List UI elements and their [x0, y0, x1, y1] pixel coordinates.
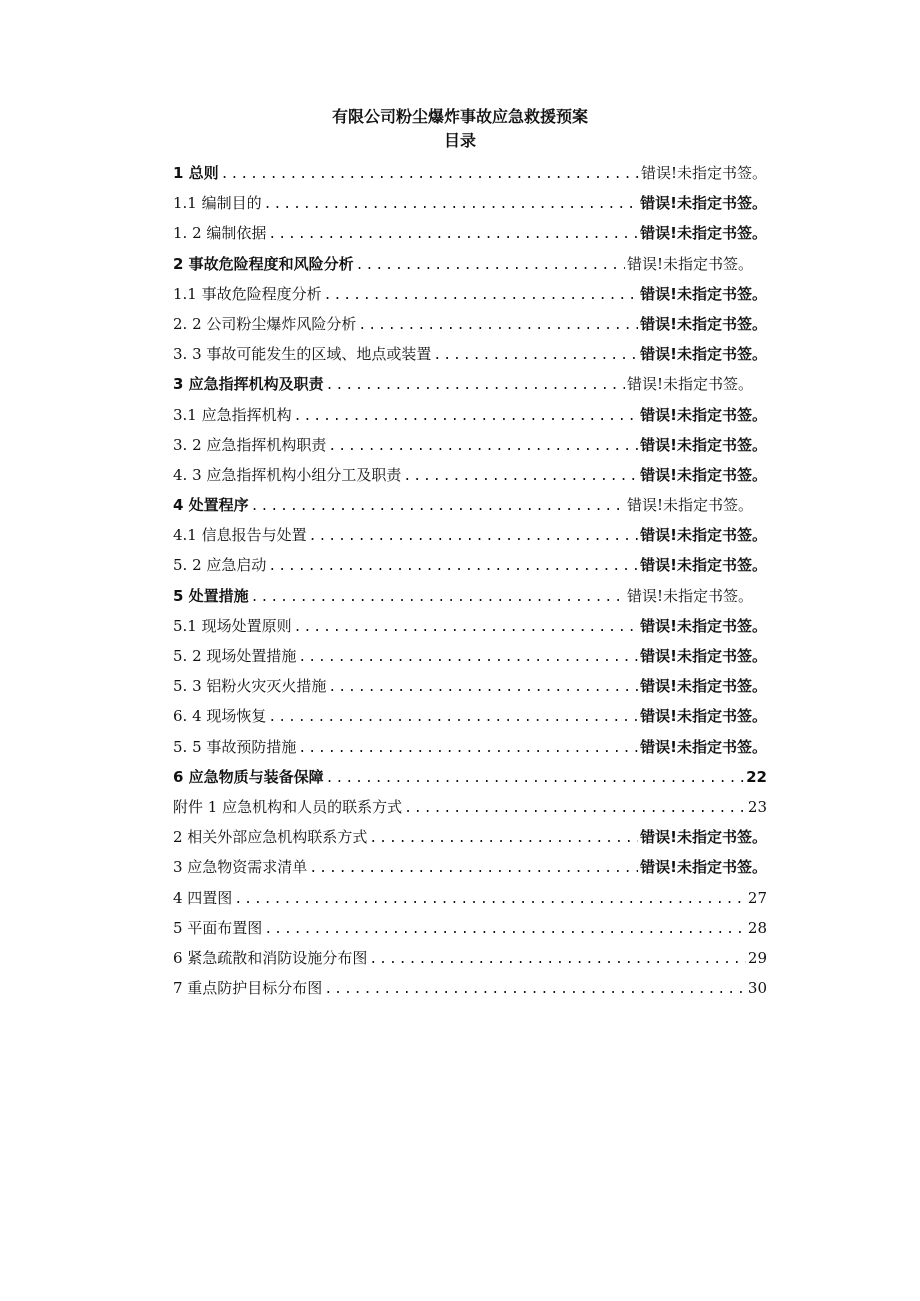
- toc-entry-title: 2 相关外部应急机构联系方式: [173, 828, 368, 847]
- toc-dot-leader: [358, 311, 638, 339]
- toc-entry[interactable]: [173, 701, 767, 731]
- toc-entry-page: 错误!未指定书签。: [640, 194, 767, 213]
- toc-entry-title: 5.1 现场处置原则: [173, 616, 292, 635]
- toc-entry[interactable]: [173, 762, 767, 792]
- toc-entry[interactable]: [173, 581, 767, 611]
- toc-dot-leader: [326, 764, 744, 792]
- toc-dot-leader: [404, 794, 746, 822]
- toc-dot-leader: [268, 220, 638, 248]
- toc-entry-page: 错误!未指定书签。: [640, 465, 767, 484]
- toc-entry-title: 1 总则: [173, 164, 219, 182]
- toc-entry-title: 2. 2 公司粉尘爆炸风险分析: [173, 314, 357, 333]
- toc-dot-leader: [251, 492, 625, 520]
- toc-entry[interactable]: [173, 490, 767, 520]
- toc-entry-page: 错误!未指定书签。: [626, 586, 753, 605]
- toc-dot-leader: [309, 854, 638, 882]
- toc-dot-leader: [324, 975, 746, 1003]
- toc-dot-leader: [433, 341, 638, 369]
- toc-entry-title: 4 处置程序: [173, 496, 249, 515]
- toc-entry-page: 错误!未指定书签。: [640, 405, 767, 424]
- toc-dot-leader: [369, 824, 638, 852]
- toc-entry[interactable]: [173, 822, 767, 852]
- toc-entry-title: 4. 3 应急指挥机构小组分工及职责: [173, 465, 402, 484]
- toc-entry[interactable]: [173, 792, 767, 822]
- toc-dot-leader: [264, 915, 746, 943]
- toc-dot-leader: [251, 583, 625, 611]
- toc-entry-title: 1.1 编制目的: [173, 194, 262, 213]
- toc-entry-page: 错误!未指定书签。: [640, 828, 767, 847]
- toc-entry-page: 错误!未指定书签。: [640, 556, 767, 575]
- toc-entry-page: 错误!未指定书签。: [640, 435, 767, 454]
- toc-heading: 目录: [443, 131, 476, 150]
- toc-entry-page: 错误!未指定书签。: [640, 526, 767, 545]
- toc-dot-leader: [298, 734, 638, 762]
- toc-entry-page: 错误!未指定书签。: [640, 314, 767, 333]
- toc-entry[interactable]: [173, 852, 767, 882]
- toc-entry-page: 错误!未指定书签。: [626, 496, 753, 515]
- toc-entry[interactable]: [173, 249, 767, 279]
- toc-entry[interactable]: [173, 973, 767, 1003]
- toc-dot-leader: [234, 885, 746, 913]
- toc-entry[interactable]: [173, 218, 767, 248]
- toc-entry-page: 错误!未指定书签。: [626, 375, 753, 394]
- document-title: 有限公司粉尘爆炸事故应急救援预案: [331, 107, 588, 126]
- toc-dot-leader: [403, 462, 638, 490]
- toc-dot-leader: [356, 251, 625, 279]
- toc-entry-title: 5. 3 铝粉火灾灭火措施: [173, 677, 327, 696]
- toc-entry[interactable]: [173, 611, 767, 641]
- toc-entry[interactable]: [173, 671, 767, 701]
- toc-dot-leader: [268, 552, 638, 580]
- toc-entry-page: 错误!未指定书签。: [640, 737, 767, 756]
- toc-dot-leader: [294, 402, 639, 430]
- toc-entry-page: 27: [747, 888, 767, 907]
- toc-entry[interactable]: [173, 913, 767, 943]
- toc-entry-title: 6 紧急疏散和消防设施分布图: [173, 948, 368, 967]
- toc-entry-title: 4.1 信息报告与处置: [173, 526, 307, 545]
- toc-entry[interactable]: [173, 732, 767, 762]
- toc-entry[interactable]: [173, 943, 767, 973]
- toc-entry-title: 3. 3 事故可能发生的区域、地点或装置: [173, 345, 432, 364]
- toc-dot-leader: [221, 160, 639, 188]
- toc-dot-leader: [326, 371, 625, 399]
- toc-entry[interactable]: [173, 641, 767, 671]
- toc-entry-title: 5. 2 现场处置措施: [173, 647, 297, 665]
- toc-entry-title: 6. 4 现场恢复: [173, 707, 267, 726]
- toc-entry-title: 5 处置措施: [173, 586, 249, 605]
- toc-entry-page: 错误!未指定书签。: [640, 677, 767, 696]
- toc-entry-page: 29: [747, 948, 767, 967]
- toc-entry-page: 错误!未指定书签。: [640, 647, 767, 665]
- toc-entry[interactable]: [173, 883, 767, 913]
- toc-dot-leader: [298, 643, 638, 671]
- toc-entry-page: 错误!未指定书签。: [626, 254, 753, 273]
- toc-entry[interactable]: [173, 188, 767, 218]
- toc-entry-page: 22: [746, 767, 767, 786]
- toc-entry[interactable]: [173, 550, 767, 580]
- toc-entry-title: 3.1 应急指挥机构: [173, 405, 292, 424]
- toc-entry[interactable]: [173, 460, 767, 490]
- toc-dot-leader: [309, 522, 639, 550]
- toc-entry-page: 错误!未指定书签。: [640, 707, 767, 726]
- toc-entry-title: 6 应急物质与装备保障: [173, 767, 324, 786]
- toc-dot-leader: [264, 190, 639, 218]
- toc-entry[interactable]: [173, 158, 767, 188]
- toc-entry-page: 错误!未指定书签。: [640, 345, 767, 364]
- toc-entry-page: 30: [747, 979, 767, 998]
- toc-dot-leader: [328, 673, 638, 701]
- toc-entry-title: 7 重点防护目标分布图: [173, 979, 323, 998]
- toc-entry-title: 2 事故危险程度和风险分析: [173, 254, 354, 273]
- toc-entry-page: 错误!未指定书签。: [640, 858, 767, 877]
- toc-entry[interactable]: [173, 520, 767, 550]
- toc-entry[interactable]: [173, 400, 767, 430]
- table-of-contents: [173, 158, 767, 1003]
- toc-entry-title: 1.1 事故危险程度分析: [173, 284, 322, 303]
- toc-entry[interactable]: [173, 430, 767, 460]
- toc-entry-title: 5 平面布置图: [173, 918, 263, 937]
- toc-dot-leader: [328, 432, 638, 460]
- toc-entry[interactable]: [173, 279, 767, 309]
- toc-entry-title: 5. 5 事故预防措施: [173, 737, 297, 756]
- toc-entry-page: 错误!未指定书签。: [640, 616, 767, 635]
- toc-entry-title: 3 应急物资需求清单: [173, 858, 308, 877]
- toc-entry-title: 1. 2 编制依据: [173, 224, 267, 243]
- toc-entry-title: 附件 1 应急机构和人员的联系方式: [173, 797, 403, 816]
- toc-dot-leader: [369, 945, 746, 973]
- toc-entry-title: 3 应急指挥机构及职责: [173, 375, 324, 394]
- toc-entry-title: 3. 2 应急指挥机构职责: [173, 435, 327, 454]
- toc-entry-page: 28: [747, 918, 767, 937]
- toc-entry-page: 错误!未指定书签。: [640, 284, 767, 303]
- toc-entry-page: 错误!未指定书签。: [640, 164, 767, 182]
- toc-entry[interactable]: [173, 309, 767, 339]
- toc-entry-title: 4 四置图: [173, 888, 233, 907]
- toc-dot-leader: [294, 613, 639, 641]
- toc-dot-leader: [324, 281, 639, 309]
- toc-entry[interactable]: [173, 339, 767, 369]
- toc-dot-leader: [268, 703, 638, 731]
- toc-entry-page: 23: [747, 797, 767, 816]
- toc-entry-page: 错误!未指定书签。: [640, 224, 767, 243]
- toc-entry[interactable]: [173, 369, 767, 399]
- toc-entry-title: 5. 2 应急启动: [173, 556, 267, 575]
